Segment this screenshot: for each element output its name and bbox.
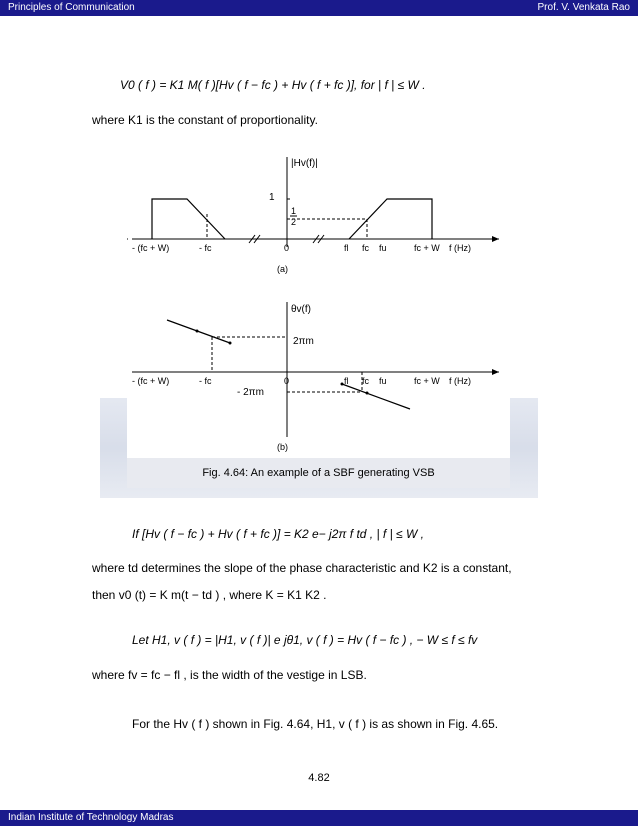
plot-a-xlabel-fu: fu — [379, 243, 387, 253]
text-fig-reference: For the Hv ( f ) shown in Fig. 4.64, H1, v ( f ) is as shown in Fig. 4.65. — [132, 717, 499, 731]
plot-b-pos-level: 2πm — [293, 336, 314, 347]
plot-a-xlabel-fc: fc — [362, 243, 370, 253]
plot-a-xlabel-fcw: fc + W — [414, 243, 440, 253]
plot-b-xlabel-fcw: fc + W — [414, 376, 440, 386]
page-footer — [0, 810, 638, 826]
plot-a-half-num: 1 — [291, 206, 297, 216]
equation-condition: If [Hv ( f − fc ) + Hv ( f + fc )] = K2 e− j2π f td , | f | ≤ W , — [132, 527, 424, 541]
equation-v0: V0 ( f ) = K1 M( f )[Hv ( f − fc ) + Hv ( f + fc )], for | f | ≤ W . — [120, 78, 426, 92]
page-number: 4.82 — [308, 772, 330, 784]
plot-a-sublabel: (a) — [277, 264, 288, 274]
text-td-definition: where td determines the slope of the phase characteristic and K2 is a constant, — [92, 561, 512, 575]
plot-a-xlabel-fl: fl — [344, 243, 349, 253]
plot-b-ylabel: θv(f) — [291, 304, 311, 315]
footer-institute: Indian Institute of Technology Madras — [8, 812, 174, 823]
plot-b-neg-level: - 2πm — [237, 387, 264, 398]
figure-caption: Fig. 4.64: An example of a SBF generating VSB — [127, 458, 510, 488]
equation-h1v: Let H1, v ( f ) = |H1, v ( f )| e jθ1, v ( f ) = Hv ( f − fc ) , − W ≤ f ≤ fv — [132, 633, 478, 647]
page-header — [0, 0, 638, 16]
plot-b-xlabel-fc: fc — [362, 376, 370, 386]
plot-a-xlabel-fhz: f (Hz) — [449, 243, 471, 253]
plot-b-xlabel-fl: fl — [344, 376, 349, 386]
text-then-v0: then v0 (t) = K m(t − td ) , where K = K1 K2 . — [92, 588, 327, 602]
plot-b-xlabel-neg-fcw: - (fc + W) — [132, 376, 170, 386]
plot-a-xlabel-zero: 0 — [284, 243, 290, 253]
plot-b-xlabel-neg-fc: - fc — [199, 376, 212, 386]
plot-a-tick-one: 1 — [269, 192, 275, 203]
plot-b-xlabel-zero: 0 — [284, 376, 290, 386]
plot-a-half-den: 2 — [291, 217, 297, 227]
header-title: Principles of Communication — [8, 2, 135, 13]
plot-a-magnitude — [127, 157, 499, 274]
figure-diagram — [127, 152, 510, 458]
text-fv-definition: where fv = fc − fl , is the width of the vestige in LSB. — [92, 668, 367, 682]
plot-a-xlabel-neg-fcw: - (fc + W) — [132, 243, 170, 253]
plot-b-sublabel: (b) — [277, 442, 288, 452]
header-author: Prof. V. Venkata Rao — [537, 2, 630, 13]
plot-b-xlabel-fu: fu — [379, 376, 387, 386]
plot-a-ylabel: |Hv(f)| — [291, 158, 318, 169]
figure-4-64 — [127, 152, 510, 458]
plot-b-phase — [132, 302, 499, 452]
plot-a-xlabel-neg-fc: - fc — [199, 243, 212, 253]
plot-b-xlabel-fhz: f (Hz) — [449, 376, 471, 386]
text-k1-definition: where K1 is the constant of proportionality. — [92, 113, 318, 127]
